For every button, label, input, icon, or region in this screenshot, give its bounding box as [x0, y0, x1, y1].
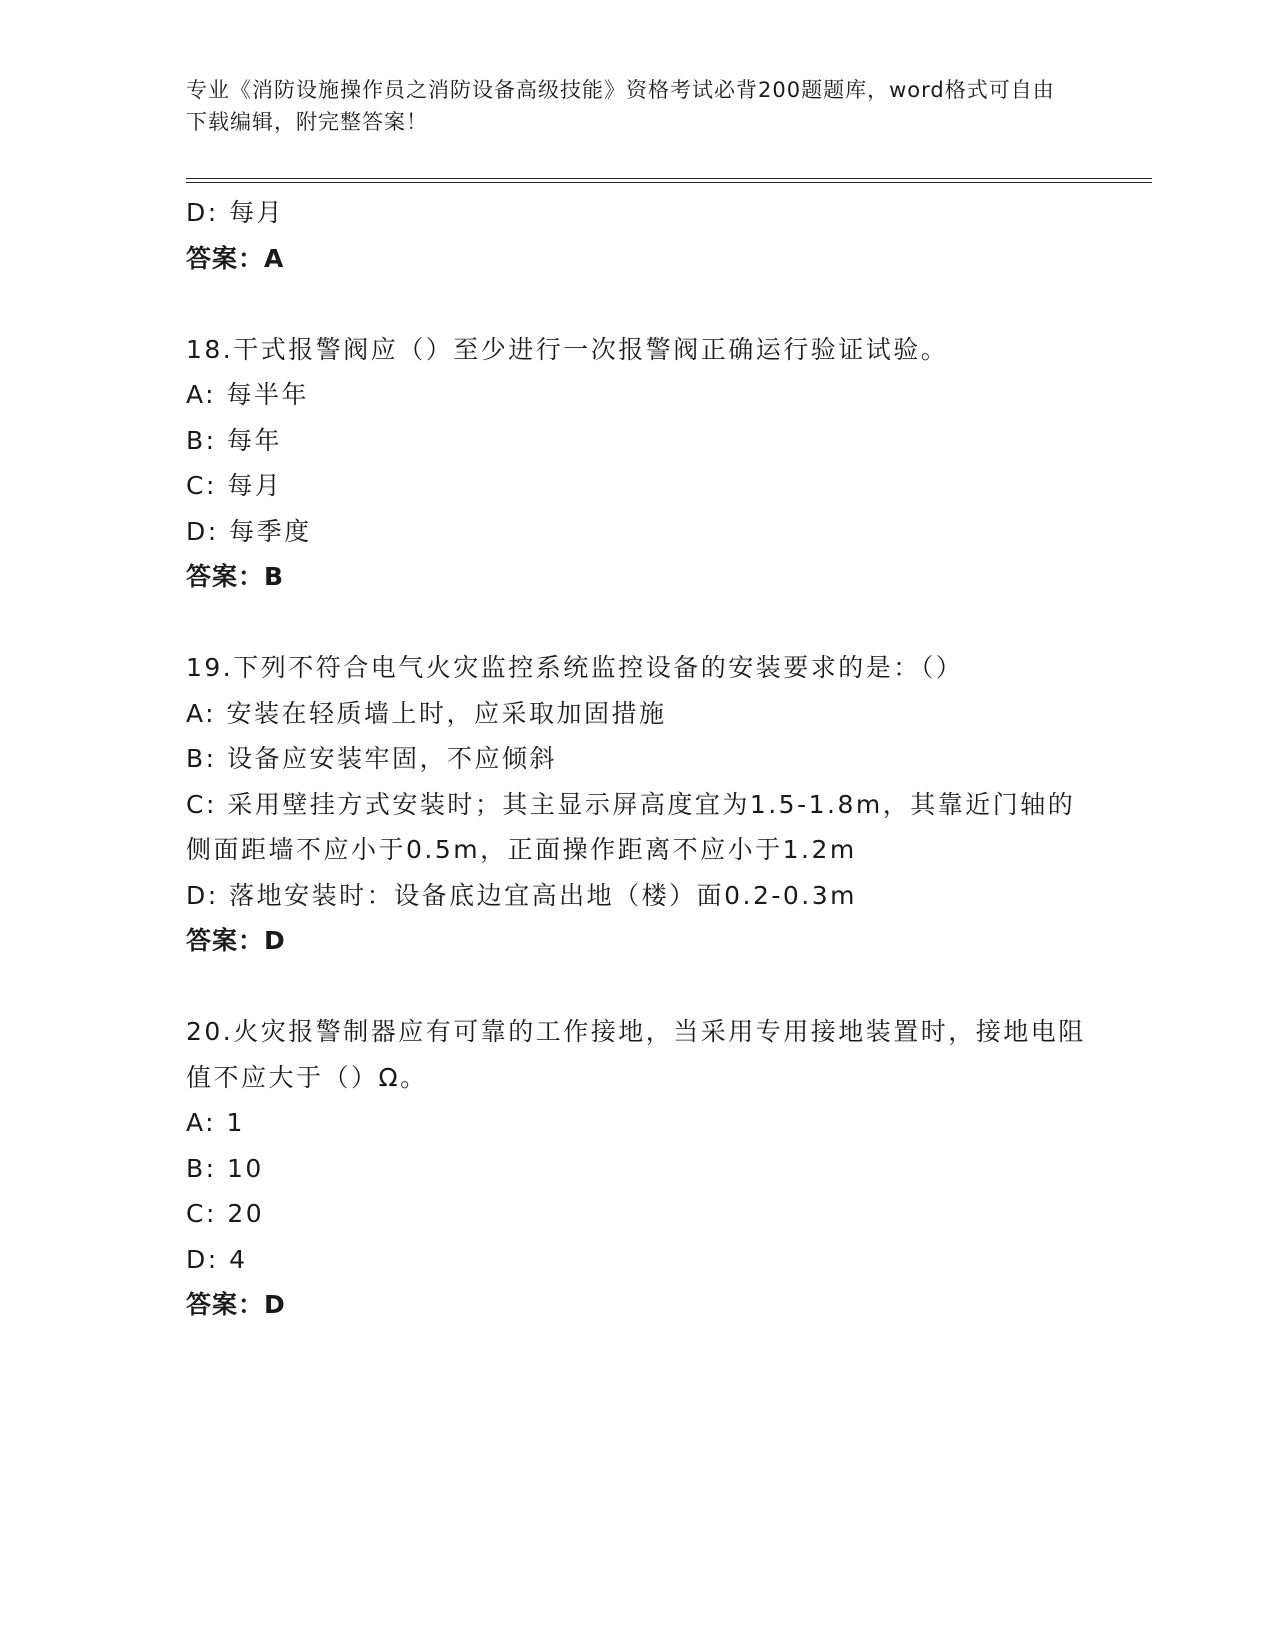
- answer-line: 答案：A: [186, 243, 285, 273]
- previous-question-tail: [186, 190, 1086, 281]
- option-d: D: 落地安装时：设备底边宜高出地（楼）面0.2-0.3m: [186, 880, 858, 910]
- question-stem: 19.下列不符合电气火灾监控系统监控设备的安装要求的是：（）: [186, 653, 964, 682]
- header-rule-top: [186, 178, 1152, 179]
- question-stem: 20.火灾报警制器应有可靠的工作接地，当采用专用接地装置时，接地电阻值不应大于（）Ω。: [186, 1017, 1086, 1092]
- option-c: C: 20: [186, 1199, 265, 1228]
- spacer: [186, 600, 1086, 646]
- document-header: [186, 74, 1066, 138]
- question-stem: 18.干式报警阀应（）至少进行一次报警阀正确运行验证试验。: [186, 334, 949, 364]
- question-19: [186, 645, 1086, 964]
- option-d: D: 每月: [186, 198, 285, 227]
- answer-line: 答案：D: [186, 926, 286, 955]
- option-b: B: 10: [186, 1153, 264, 1183]
- spacer: [186, 281, 1086, 327]
- option-c: C: 采用壁挂方式安装时；其主显示屏高度宜为1.5-1.8m，其靠近门轴的侧面距墙不应小于0.5m，正面操作距离不应小于1.2m: [186, 789, 1076, 864]
- header-rule-bottom: [186, 182, 1152, 183]
- option-b: B: 每年: [186, 425, 283, 455]
- option-c: C: 每月: [186, 471, 283, 500]
- option-a: A: 安装在轻质墙上时，应采取加固措施: [186, 698, 667, 728]
- header-text: 专业《消防设施操作员之消防设备高级技能》资格考试必背200题题库，word格式可自由下载编辑，附完整答案！: [186, 78, 1055, 134]
- question-18: [186, 327, 1086, 600]
- spacer: [186, 964, 1086, 1010]
- option-a: A: 每半年: [186, 380, 310, 409]
- option-d: D: 4: [186, 1244, 248, 1274]
- answer-line: 答案：B: [186, 562, 285, 591]
- question-20: [186, 1009, 1086, 1328]
- question-content: [186, 190, 1086, 1328]
- option-d: D: 每季度: [186, 516, 312, 546]
- answer-line: 答案：D: [186, 1290, 286, 1319]
- option-a: A: 1: [186, 1108, 245, 1137]
- option-b: B: 设备应安装牢固，不应倾斜: [186, 744, 558, 773]
